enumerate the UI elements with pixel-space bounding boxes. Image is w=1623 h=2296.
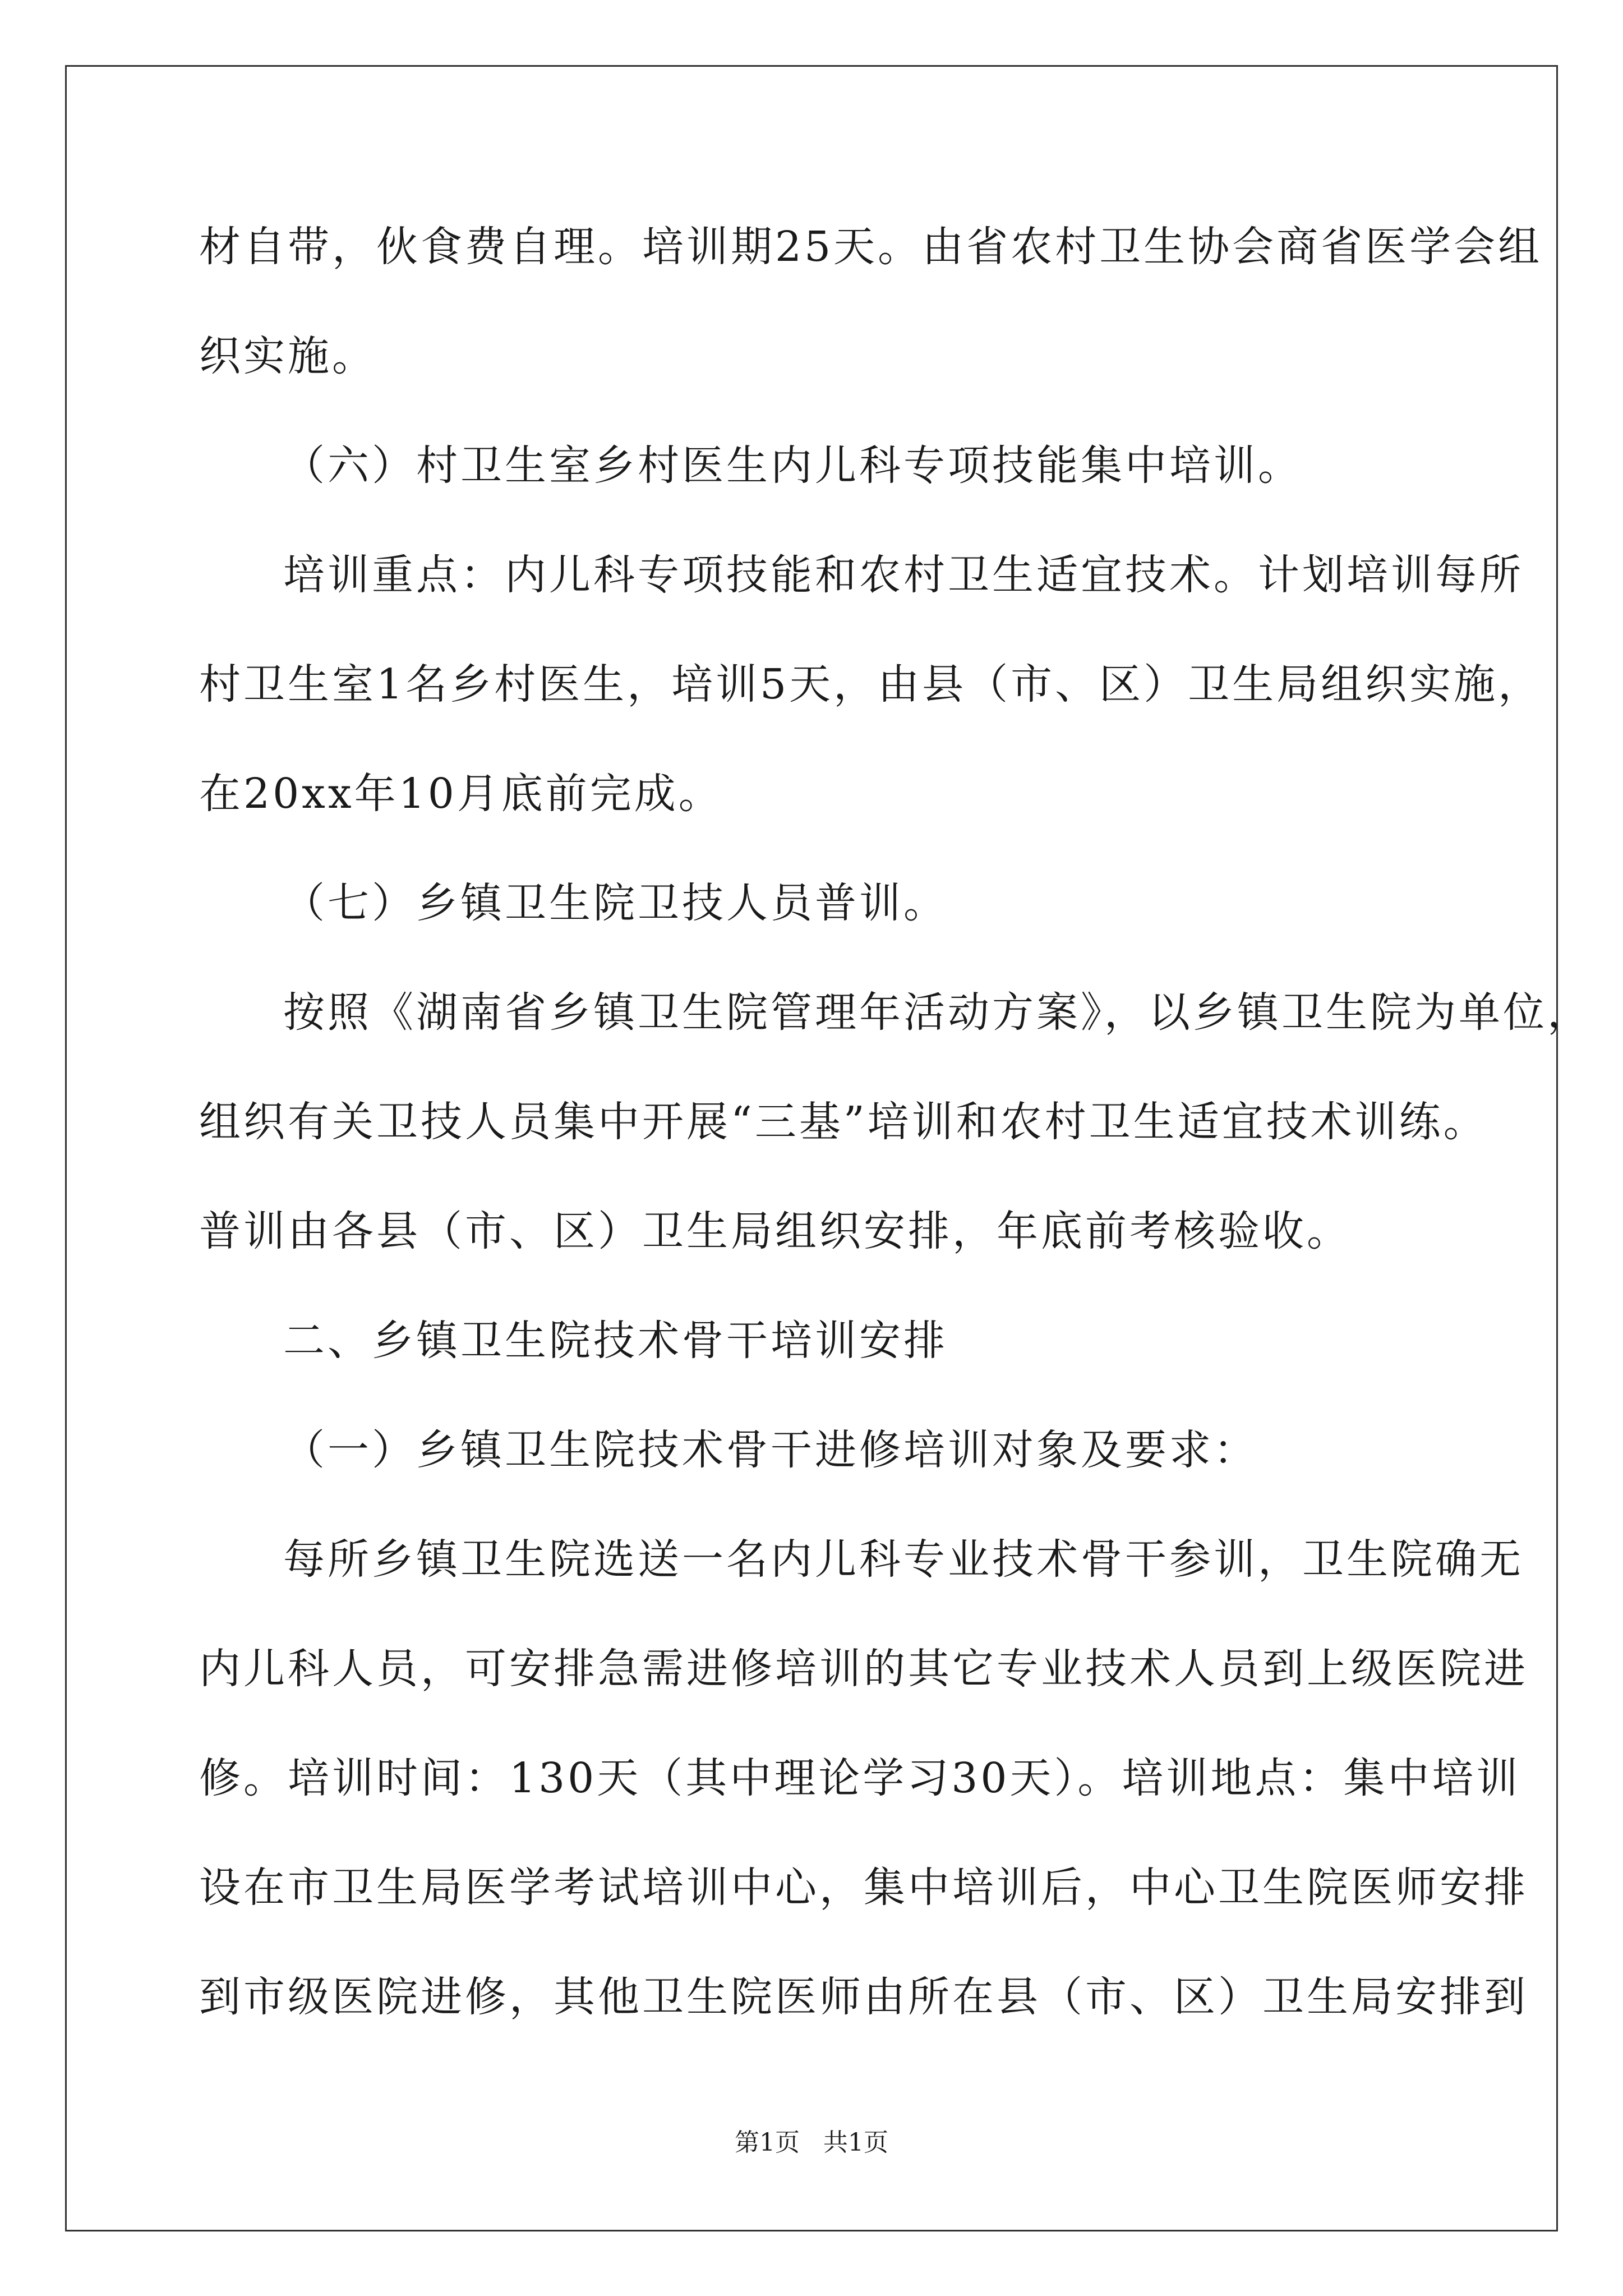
page-footer: 第1页 共1页 [735,2128,888,2157]
text-line: 到市级医院进修，其他卫生院医师由所在县（市、区）卫生局安排到 [199,1973,1528,2021]
text-line: 村卫生室1名乡村医生，培训5天，由县（市、区）卫生局组织实施， [199,660,1543,708]
text-line: 材自带，伙食费自理。培训期25天。由省农村卫生协会商省医学会组 [199,223,1543,271]
text-line: 设在市卫生局医学考试培训中心，集中培训后，中心卫生院医师安排 [199,1864,1528,1912]
text-line: 修。培训时间：130天（其中理论学习30天）。培训地点：集中培训 [199,1754,1521,1802]
paragraph-start: 培训重点：内儿科专项技能和农村卫生适宜技术。计划培训每所 [283,551,1524,599]
paragraph-start: 每所乡镇卫生院选送一名内儿科专业技术骨干参训，卫生院确无 [283,1535,1524,1584]
section-heading: （一）乡镇卫生院技术骨干进修培训对象及要求： [283,1426,1258,1474]
document-body [199,213,1592,2073]
text-line: 组织有关卫技人员集中开展“三基”培训和农村卫生适宜技术训练。 [199,1098,1488,1146]
section-heading: （七）乡镇卫生院卫技人员普训。 [283,879,948,927]
section-heading: （六）村卫生室乡村医生内儿科专项技能集中培训。 [283,441,1302,490]
text-line: 内儿科人员，可安排急需进修培训的其它专业技术人员到上级医院进 [199,1645,1528,1693]
text-line: 在20xx年10月底前完成。 [199,770,723,818]
text-line: 普训由各县（市、区）卫生局组织安排，年底前考核验收。 [199,1207,1351,1255]
section-heading: 二、乡镇卫生院技术骨干培训安排 [283,1317,948,1365]
text-line: 织实施。 [199,332,376,380]
paragraph-start: 按照《湖南省乡镇卫生院管理年活动方案》，以乡镇卫生院为单位， [283,988,1592,1037]
